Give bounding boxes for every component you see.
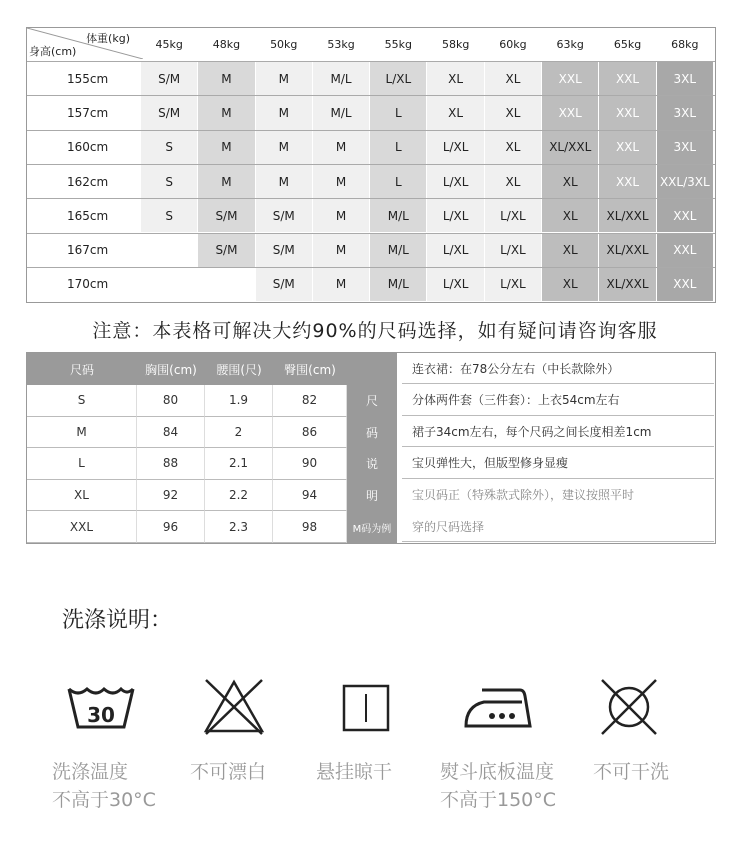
iron-icon (462, 684, 534, 730)
measure-cell: 2.1 (205, 448, 273, 480)
size-cell: L/XL (485, 199, 542, 232)
size-cell: XL/XXL (599, 268, 656, 301)
side-label: 尺 (347, 385, 397, 417)
table-row (27, 131, 715, 164)
height-cell: 162cm (27, 165, 141, 198)
table-row (27, 268, 715, 301)
weight-header: 60kg (485, 28, 542, 61)
measure-cell: 82 (273, 385, 347, 417)
wash-title: 洗涤说明： (62, 608, 173, 633)
size-cell: XL (485, 131, 542, 164)
size-cell: M/L (370, 268, 427, 301)
size-cell: S (141, 131, 198, 164)
size-cell: M (256, 165, 313, 198)
size-cell: XL/XXL (599, 234, 656, 267)
size-cell: S (141, 199, 198, 232)
size-cell: L/XL (485, 234, 542, 267)
no-bleach-icon (202, 676, 266, 736)
size-cell: M (313, 131, 370, 164)
measure-cell: 96 (137, 511, 205, 543)
weight-header: 58kg (427, 28, 484, 61)
measure-cell: XL (27, 480, 137, 512)
size-cell: XXL (599, 165, 656, 198)
size-chart-corner (27, 28, 141, 61)
measure-cell: 2 (205, 417, 273, 449)
size-cell: 3XL (657, 96, 714, 129)
measure-cell: 80 (137, 385, 205, 417)
measure-cell: 86 (273, 417, 347, 449)
size-cell: M/L (370, 234, 427, 267)
weight-header: 63kg (542, 28, 599, 61)
weight-header: 55kg (370, 28, 427, 61)
measure-cell: 92 (137, 480, 205, 512)
size-cell: L/XL (427, 165, 484, 198)
wash-caption-1: 洗涤温度 不高于30°C (52, 761, 156, 811)
measure-cell: 1.9 (205, 385, 273, 417)
size-cell: M (198, 165, 255, 198)
table-row (27, 62, 715, 95)
size-cell: XL (485, 62, 542, 95)
size-cell: 3XL (657, 62, 714, 95)
weight-header: 53kg (313, 28, 370, 61)
measurement-table (26, 352, 716, 544)
size-cell: XXL (657, 234, 714, 267)
size-cell: XL (485, 165, 542, 198)
measure-header: 尺码 (27, 353, 137, 385)
size-cell: XL (542, 165, 599, 198)
size-cell: XL (542, 268, 599, 301)
measure-cell: 84 (137, 417, 205, 449)
size-cell: L/XL (427, 199, 484, 232)
size-note-line: 宝贝弹性大，但版型修身显瘦 (402, 448, 714, 479)
measure-header: 臀围(cm) (273, 353, 347, 385)
size-cell: XXL/3XL (657, 165, 714, 198)
size-cell: S/M (256, 199, 313, 232)
measure-cell: 90 (273, 448, 347, 480)
measure-cell: 2.3 (205, 511, 273, 543)
weight-header: 68kg (657, 28, 714, 61)
size-note-line: 宝贝码正（特殊款式除外），建议按照平时 (412, 488, 635, 503)
size-cell: L/XL (427, 268, 484, 301)
table-row (27, 199, 715, 232)
size-cell: S/M (256, 234, 313, 267)
wash-caption-4: 熨斗底板温度 不高于150°C (440, 761, 557, 811)
table-row (27, 234, 715, 267)
size-cell: XL (427, 62, 484, 95)
size-cell: XXL (599, 62, 656, 95)
size-cell: XL (485, 96, 542, 129)
wash-caption-5: 不可干洗 (593, 761, 670, 783)
size-cell: M (198, 96, 255, 129)
size-cell: S/M (141, 62, 198, 95)
size-cell: M (256, 96, 313, 129)
size-note: 注意：本表格可解决大约90%的尺码选择，如有疑问请咨询客服 (92, 320, 658, 342)
weight-header: 45kg (141, 28, 198, 61)
height-cell: 167cm (27, 234, 141, 267)
size-cell: M/L (370, 199, 427, 232)
weight-header: 50kg (256, 28, 313, 61)
size-cell: XL (542, 234, 599, 267)
size-note-line: 连衣裙：在78公分左右（中长款除外） (402, 353, 714, 384)
wash-30-icon (66, 683, 136, 733)
wash-caption-2: 不可漂白 (190, 761, 267, 783)
measure-cell: S (27, 385, 137, 417)
weight-header: 65kg (599, 28, 656, 61)
size-note-line: 分体两件套（三件套）：上衣54cm左右 (402, 385, 714, 416)
wash-temp-label: 30 (87, 703, 115, 727)
size-cell: M (198, 62, 255, 95)
size-cell: M (313, 165, 370, 198)
size-cell: M (198, 131, 255, 164)
size-cell: M/L (313, 96, 370, 129)
measure-cell: 88 (137, 448, 205, 480)
corner-height-label: 身高(cm) (29, 45, 77, 58)
size-cell: XXL (599, 131, 656, 164)
hang-dry-icon (342, 684, 390, 732)
measure-header: 腰围(尺) (205, 353, 273, 385)
size-cell: S/M (198, 199, 255, 232)
size-cell: XXL (542, 96, 599, 129)
size-cell: M/L (313, 62, 370, 95)
corner-weight-label: 体重(kg) (86, 32, 130, 45)
size-chart-header-row (27, 28, 715, 61)
size-cell: S/M (141, 96, 198, 129)
size-cell: XXL (542, 62, 599, 95)
size-note-line: 裙子34cm左右，每个尺码之间长度相差1cm (402, 416, 714, 447)
no-dry-clean-icon (598, 676, 660, 738)
size-cell: M (256, 131, 313, 164)
size-cell: S/M (198, 234, 255, 267)
size-cell: M (313, 199, 370, 232)
size-cell: XL (427, 96, 484, 129)
size-cell: XXL (657, 199, 714, 232)
height-cell: 157cm (27, 96, 141, 129)
size-cell: M (313, 234, 370, 267)
measure-cell: L (27, 448, 137, 480)
size-cell: L/XL (427, 234, 484, 267)
measure-cell: 98 (273, 511, 347, 543)
size-cell: XL/XXL (542, 131, 599, 164)
measure-header: 胸围(cm) (137, 353, 205, 385)
side-label-header (347, 353, 397, 385)
size-cell: L (370, 165, 427, 198)
measure-cell: XXL (27, 511, 137, 543)
size-cell (141, 234, 198, 267)
size-cell: XL/XXL (599, 199, 656, 232)
side-label: M码为例 (347, 511, 397, 543)
size-cell: M (313, 268, 370, 301)
size-cell: 3XL (657, 131, 714, 164)
size-cell (198, 268, 255, 301)
table-row (27, 165, 715, 198)
wash-caption-3: 悬挂晾干 (316, 761, 393, 783)
height-cell: 155cm (27, 62, 141, 95)
size-chart-table (26, 27, 716, 303)
height-cell: 160cm (27, 131, 141, 164)
side-label: 说 (347, 448, 397, 480)
measure-cell: 94 (273, 480, 347, 512)
size-cell: S/M (256, 268, 313, 301)
measure-cell: M (27, 417, 137, 449)
size-cell: M (256, 62, 313, 95)
side-label: 明 (347, 480, 397, 512)
size-cell: L/XL (427, 131, 484, 164)
size-note-line: 穿的尺码选择 (402, 511, 714, 542)
size-cell: L/XL (485, 268, 542, 301)
size-cell (141, 268, 198, 301)
height-cell: 170cm (27, 268, 141, 301)
size-cell: L (370, 131, 427, 164)
table-row (27, 96, 715, 129)
size-cell: L/XL (370, 62, 427, 95)
size-cell: XXL (599, 96, 656, 129)
size-cell: S (141, 165, 198, 198)
height-cell: 165cm (27, 199, 141, 232)
side-label: 码 (347, 417, 397, 449)
size-cell: XL (542, 199, 599, 232)
size-cell: XXL (657, 268, 714, 301)
measure-cell: 2.2 (205, 480, 273, 512)
weight-header: 48kg (198, 28, 255, 61)
size-cell: L (370, 96, 427, 129)
